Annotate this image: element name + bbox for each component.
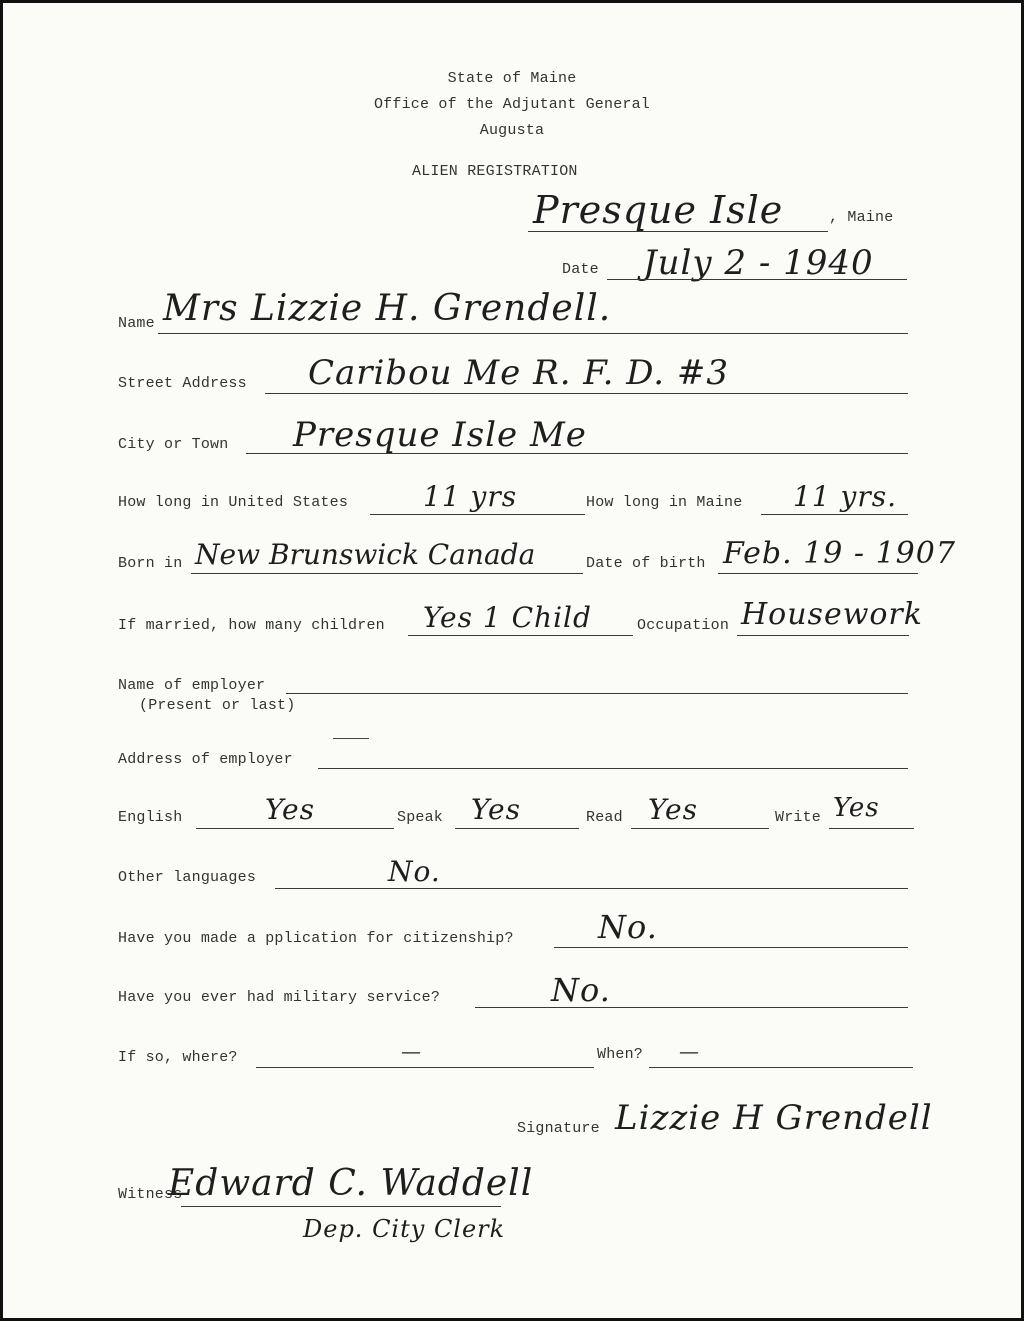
where-line <box>256 1067 594 1068</box>
employer-address-label: Address of employer <box>118 751 293 768</box>
speak-line <box>455 828 579 829</box>
military-line <box>475 1007 908 1008</box>
when-line <box>649 1067 913 1068</box>
street-value: Caribou Me R. F. D. #3 <box>308 353 730 393</box>
other-languages-value: No. <box>388 855 441 888</box>
english-label: English <box>118 809 183 826</box>
city-line <box>246 453 908 454</box>
write-line <box>829 828 914 829</box>
dob-label: Date of birth <box>586 555 706 572</box>
citizenship-value: No. <box>598 908 658 946</box>
when-label: When? <box>597 1046 644 1063</box>
signature-value: Lizzie H Grendell <box>615 1098 933 1138</box>
when-value: — <box>679 1039 700 1063</box>
read-line <box>631 828 769 829</box>
witness-line <box>181 1206 501 1207</box>
write-value: Yes <box>833 793 880 823</box>
write-label: Write <box>775 809 822 826</box>
how-long-us-line <box>370 514 585 515</box>
place-suffix: , Maine <box>829 209 894 226</box>
children-line <box>408 635 633 636</box>
city-label: City or Town <box>118 436 229 453</box>
english-line <box>196 828 394 829</box>
form-title: ALIEN REGISTRATION <box>412 163 578 180</box>
signature-label: Signature <box>517 1120 600 1137</box>
military-label: Have you ever had military service? <box>118 989 441 1006</box>
occupation-value: Housework <box>741 597 923 632</box>
where-value: — <box>401 1039 422 1063</box>
city-value: Presque Isle Me <box>293 415 587 455</box>
occupation-label: Occupation <box>637 617 730 634</box>
dob-line <box>718 573 918 574</box>
other-languages-line <box>275 888 908 889</box>
name-line <box>158 333 908 334</box>
citizenship-label: Have you made a pplication for citizenship? <box>118 930 514 947</box>
employer-name-label: Name of employer <box>118 677 266 694</box>
born-in-value: New Brunswick Canada <box>195 538 536 571</box>
read-label: Read <box>586 809 623 826</box>
read-value: Yes <box>648 793 698 826</box>
how-long-maine-value: 11 yrs. <box>793 480 898 513</box>
header-state: State of Maine <box>447 70 577 87</box>
place-line <box>528 231 828 232</box>
employer-name-sublabel: (Present or last) <box>139 697 296 714</box>
street-label: Street Address <box>118 375 247 392</box>
children-label: If married, how many children <box>118 617 385 634</box>
born-in-label: Born in <box>118 555 183 572</box>
name-label: Name <box>118 315 155 332</box>
speak-value: Yes <box>471 793 521 826</box>
how-long-maine-label: How long in Maine <box>586 494 743 511</box>
english-value: Yes <box>265 793 315 826</box>
street-line <box>265 393 908 394</box>
witness-value: Edward C. Waddell <box>168 1163 534 1204</box>
dob-value: Feb. 19 - 1907 <box>723 536 956 571</box>
how-long-us-label: How long in United States <box>118 494 349 511</box>
employer-name-line <box>286 693 908 694</box>
children-value: Yes 1 Child <box>423 601 592 634</box>
name-value: Mrs Lizzie H. Grendell. <box>163 288 612 329</box>
witness-title: Dep. City Clerk <box>303 1215 506 1243</box>
military-value: No. <box>551 971 611 1009</box>
born-in-line <box>191 573 583 574</box>
other-languages-label: Other languages <box>118 869 257 886</box>
date-line <box>607 279 907 280</box>
date-label: Date <box>562 261 599 278</box>
where-label: If so, where? <box>118 1049 238 1066</box>
registration-form <box>3 3 1021 1318</box>
blank-dash-mark <box>333 738 369 739</box>
speak-label: Speak <box>397 809 444 826</box>
header-office: Office of the Adjutant General <box>373 96 651 113</box>
employer-address-line <box>318 768 908 769</box>
how-long-maine-line <box>761 514 908 515</box>
citizenship-line <box>554 947 908 948</box>
date-value: July 2 - 1940 <box>643 243 874 283</box>
witness-label: Witness <box>118 1186 183 1203</box>
header-city: Augusta <box>479 122 545 139</box>
occupation-line <box>737 635 909 636</box>
place-value: Presque Isle <box>533 188 784 232</box>
how-long-us-value: 11 yrs <box>423 480 518 513</box>
